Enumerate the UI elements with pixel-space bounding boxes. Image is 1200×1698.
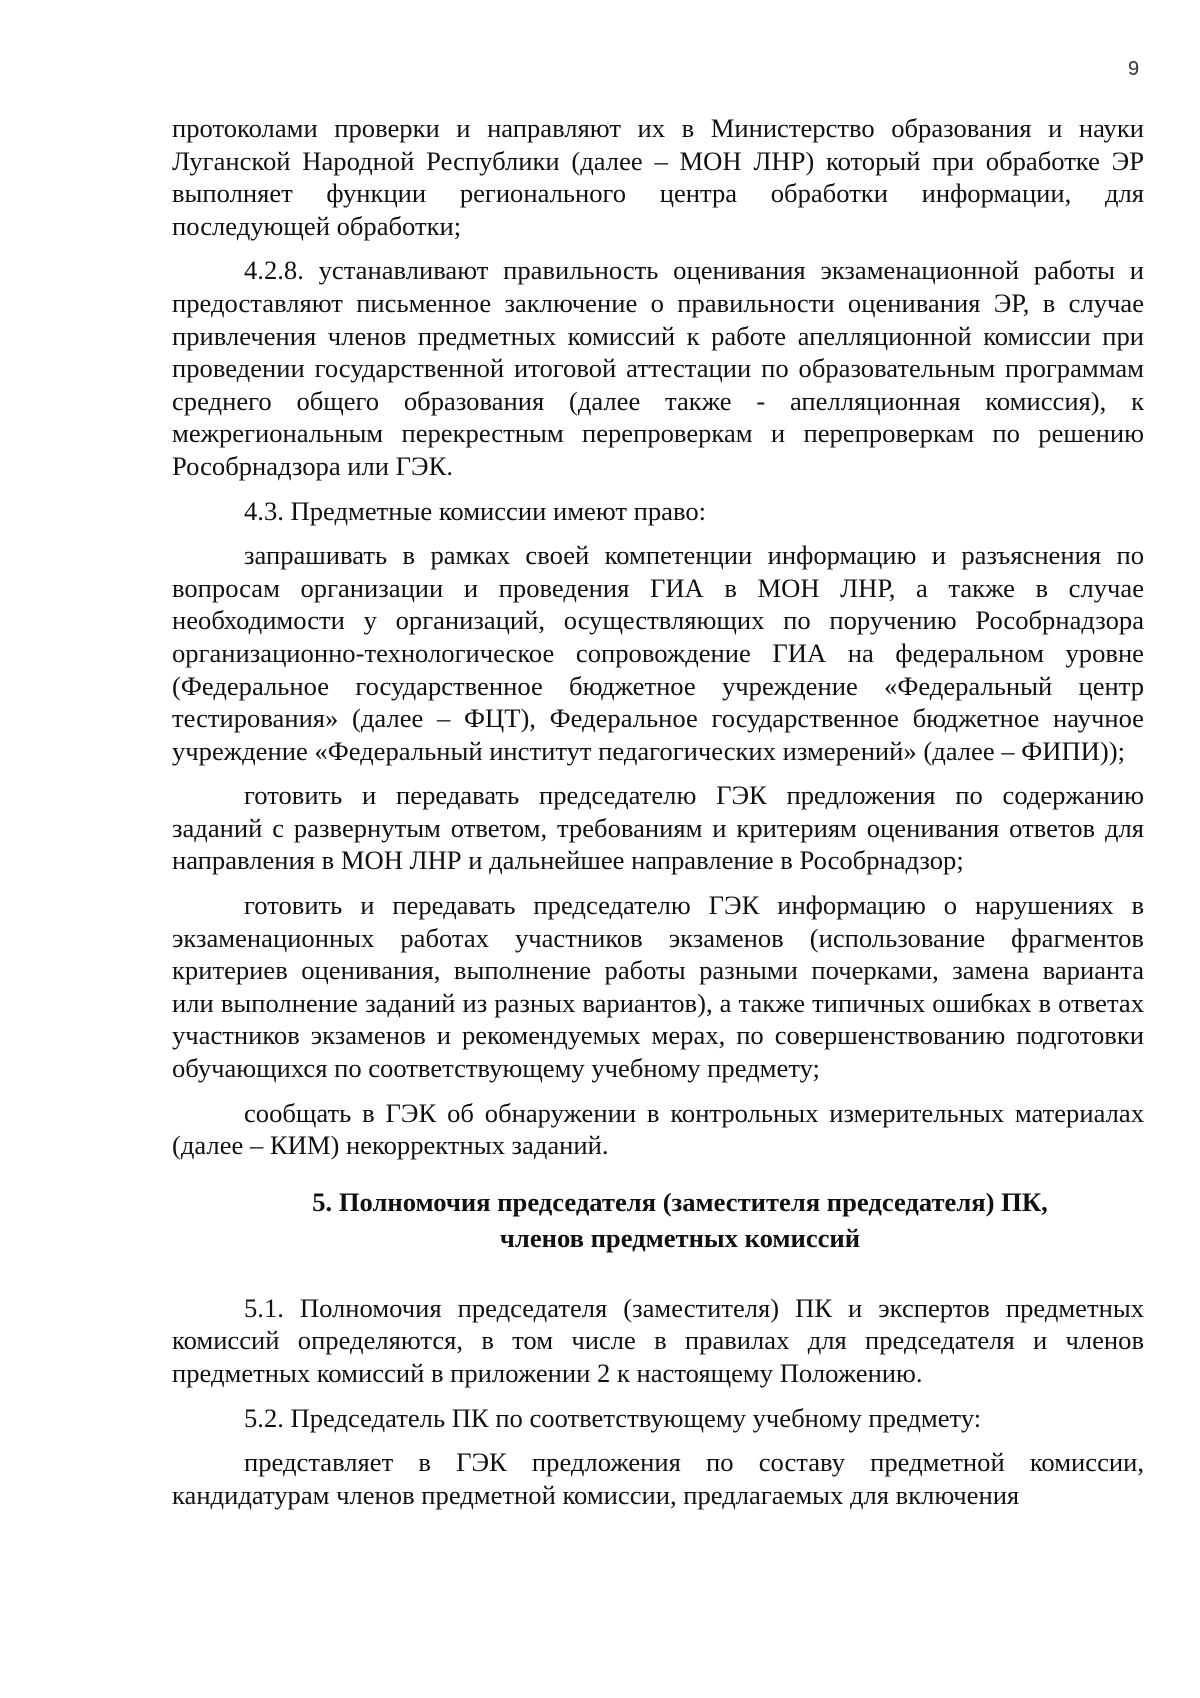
paragraph-submit-proposals: представляет в ГЭК предложения по составу предметной комиссии, кандидатурам членов предметной комиссии, предлагаемых для включения [172, 1447, 1144, 1510]
paragraph-continuation: протоколами проверки и направляют их в Министерство образования и науки Луганской Народной Республики (далее – МОН ЛНР) который при обработке ЭР выполняет функции регионального центра обработки информации, для последующей обработки; [172, 113, 1144, 241]
paragraph-report-kim: сообщать в ГЭК об обнаружении в контрольных измерительных материалах (далее – КИМ) некорректных заданий. [172, 1097, 1144, 1161]
document-body [172, 112, 1144, 1511]
paragraph-prepare-proposals: готовить и передавать председателю ГЭК предложения по содержанию заданий с развернутым ответом, требованиям и критериям оценивания ответов для направления в МОН ЛНР и дальнейшее направление в Рособрнадзор; [172, 780, 1144, 876]
paragraph-4-3: 4.3. Предметные комиссии имеют право: [244, 495, 707, 526]
paragraph-5-2: 5.2. Председатель ПК по соответствующему учебному предмету: [244, 1402, 982, 1433]
section-heading-line-1: 5. Полномочия председателя (заместителя председателя) ПК, [312, 1186, 1048, 1217]
paragraph-5-1: 5.1. Полномочия председателя (заместителя) ПК и экспертов предметных комиссий определяются, в том числе в правилах для председателя и членов предметных комиссий в приложении 2 к настоящему Положению. [172, 1292, 1144, 1388]
page-number: 9 [1128, 58, 1140, 80]
paragraph-request-info: запрашивать в рамках своей компетенции информацию и разъяснения по вопросам организации и проведения ГИА в МОН ЛНР, а также в случае необходимости у организаций, осуществляющих по поручению Рособрнадзора организационно-технологическое сопровождение ГИА на федеральном уровне (Федеральное государственное бюджетное учреждение «Федеральный центр тестирования» (далее – ФЦТ), Федеральное государственное бюджетное научное учреждение «Федеральный институт педагогических измерений» (далее – ФИПИ)); [172, 540, 1144, 766]
paragraph-prepare-violations: готовить и передавать председателю ГЭК информацию о нарушениях в экзаменационных работах участников экзаменов (использование фрагментов критериев оценивания, выполнение работы разными почерками, замена варианта или выполнение заданий из разных вариантов), а также типичных ошибках в ответах участников экзаменов и рекомендуемых мерах, по совершенствованию подготовки обучающихся по соответствующему учебному предмету; [172, 890, 1144, 1084]
section-heading-line-2: членов предметных комиссий [499, 1222, 861, 1253]
section-heading [172, 1184, 1144, 1256]
paragraph-4-2-8: 4.2.8. устанавливают правильность оценивания экзаменационной работы и предоставляют письменное заключение о правильности оценивания ЭР, в случае привлечения членов предметных комиссий к работе апелляционной комиссии при проведении государственной итоговой аттестации по образовательным программам среднего общего образования (далее также - апелляционная комиссия), к межрегиональным перекрестным перепроверкам и перепроверкам по решению Рособрнадзора или ГЭК. [172, 255, 1144, 481]
